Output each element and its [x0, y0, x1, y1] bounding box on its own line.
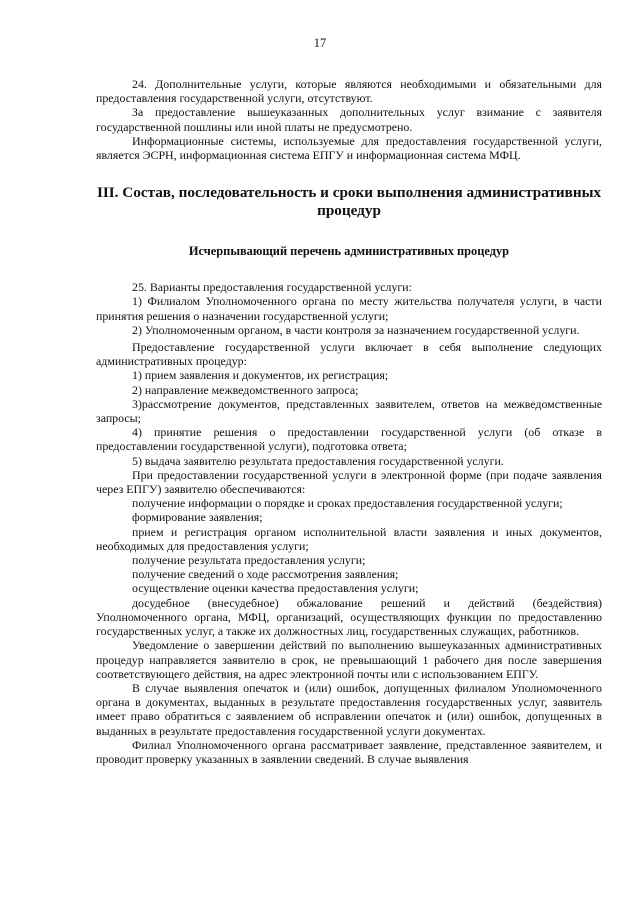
- paragraph-branch-review: Филиал Уполномоченного органа рассматривает заявление, представленное заявителем, и проводит проверку указанных в заявлении сведений. В случае выявления: [96, 737, 602, 766]
- paragraph-info-systems: Информационные системы, используемые для предоставления государственной услуги, является ЭСРН, информационная система ЕПГУ и информационная система МФЦ.: [96, 133, 602, 163]
- paragraph-fee: За предоставление вышеуказанных дополнительных услуг взимание с заявителя государственной пошлины или иной платы не предусмотрено.: [96, 105, 602, 134]
- list-item: формирование заявления;: [132, 510, 263, 525]
- list-item: досудебное (внесудебное) обжалование решений и действий (бездействия) Уполномоченного органа, МФЦ, организаций, осуществляющих функции по предоставлению государственных услуг, а также их должностных лиц, государственных служащих, работников.: [96, 595, 602, 639]
- list-item: получение результата предоставления услуги;: [132, 553, 366, 568]
- paragraph-25: 25. Варианты предоставления государственной услуги:: [132, 280, 412, 295]
- paragraph-procedures-intro: Предоставление государственной услуги включает в себя выполнение следующих административных процедур:: [96, 340, 602, 369]
- list-item: 4) принятие решения о предоставлении государственной услуги (об отказе в предоставлении государственной услуги), подготовка ответа;: [96, 425, 602, 454]
- page-number: 17: [313, 36, 327, 50]
- list-item: получение сведений о ходе рассмотрения заявления;: [132, 567, 399, 582]
- section-title: III. Состав, последовательность и сроки выполнения административных процедур: [96, 184, 602, 220]
- paragraph-notification: Уведомление о завершении действий по выполнению вышеуказанных административных процедур направляется заявителю в срок, не превышающий 1 рабочего дня после завершения соответствующего действия, на адрес электронной почты или с использованием ЕПГУ.: [96, 638, 602, 681]
- list-item: 1) Филиалом Уполномоченного органа по месту жительства получателя услуги, в части принятия решения о назначении государственной услуги;: [96, 294, 602, 323]
- list-item: получение информации о порядке и сроках предоставления государственной услуги;: [132, 496, 563, 511]
- paragraph-24: 24. Дополнительные услуги, которые являются необходимыми и обязательными для предоставления государственной услуги, отсутствуют.: [96, 77, 602, 106]
- list-item: прием и регистрация органом исполнительной власти заявления и иных документов, необходимых для предоставления услуги;: [96, 524, 602, 553]
- document-body: [96, 77, 602, 766]
- list-item: 1) прием заявления и документов, их регистрация;: [132, 368, 389, 383]
- paragraph-electronic-form: При предоставлении государственной услуги в электронной форме (при подаче заявления через ЕПГУ) заявителю обеспечиваются:: [96, 467, 602, 497]
- list-item: 5) выдача заявителю результата предоставления государственной услуги.: [132, 453, 504, 468]
- list-item: 2) направление межведомственного запроса;: [132, 382, 359, 397]
- list-item: 2) Уполномоченным органом, в части контроля за назначением государственной услуги.: [132, 322, 580, 337]
- list-item: осуществление оценки качества предоставления услуги;: [132, 581, 419, 596]
- subsection-title: Исчерпывающий перечень административных процедур: [188, 244, 510, 259]
- list-item: 3)рассмотрение документов, представленных заявителем, ответов на межведомственные запросы;: [96, 396, 602, 426]
- paragraph-errors: В случае выявления опечаток и (или) ошибок, допущенных филиалом Уполномоченного органа в документах, выданных в результате предоставления государственных услуг, заявитель имеет право обратиться с заявлением об исправлении опечаток и (или) ошибок, допущенных в выданных в результате предоставления государственной услуги документах.: [96, 680, 602, 738]
